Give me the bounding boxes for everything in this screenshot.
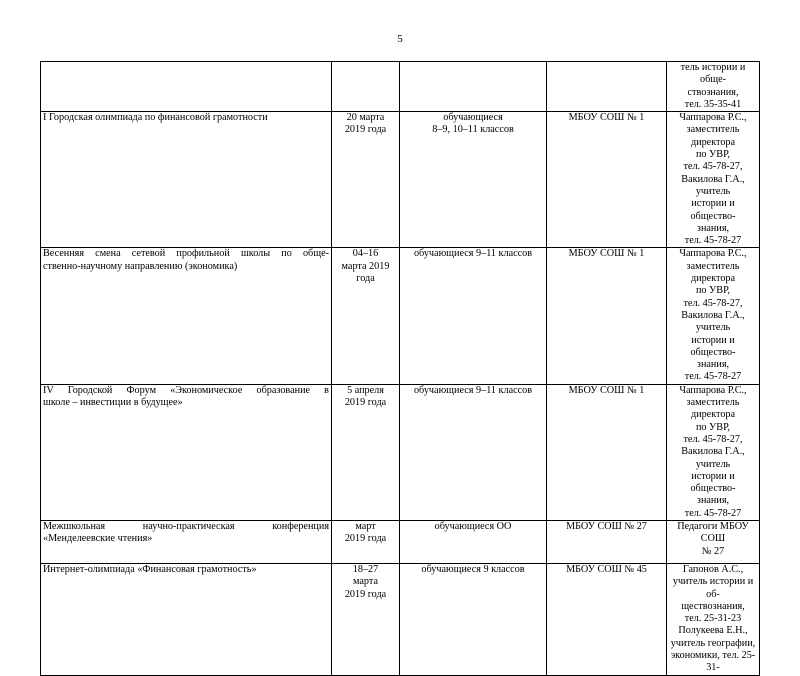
cell-text-line: тел. 25-31-23 [684,613,742,625]
cell-text-line: марта 2019 [341,260,390,272]
cell-text-line: по УВР, [695,421,731,433]
participants-cell [400,384,547,520]
cell-text-line: заместитель директора [686,397,740,421]
cell-text-line: обучающиеся [443,112,503,124]
cell-text-line: ществознания, [681,600,745,612]
cell-text-line: 04–16 [352,248,379,260]
cell-text-line: Вакилова Г.А., учитель [681,309,745,334]
cell-text-line: тел. 45-78-27, [683,297,743,309]
responsible-cell [667,563,760,675]
event-name-cell [41,248,332,384]
cell-text-line: 2019 года [344,588,387,600]
cell-text-line: знания, [696,359,730,371]
cell-text-line: 2019 года [344,533,387,545]
cell-text-line: истории и общество- [690,334,736,358]
table-row [41,384,760,520]
cell-text-line: тел. 45-78-27 [684,371,742,383]
venue-cell [547,62,667,112]
cell-text-line: тел. 45-78-27 [684,507,742,519]
cell-text-line: тел. 45-78-27 [684,235,742,247]
responsible-cell [667,520,760,563]
table-row [41,563,760,675]
cell-text-line: обучающиеся 9 классов [421,563,525,575]
event-date-cell [332,563,400,675]
table-row [41,248,760,384]
venue-cell [547,563,667,675]
cell-text-line: 2019 года [344,397,387,409]
cell-text-line: марта [353,576,378,588]
cell-text-line: № 27 [701,545,725,557]
cell-text-line: МБОУ СОШ № 27 [566,520,647,532]
event-date-cell [332,248,400,384]
cell-text-line: IV Городской Форум «Экономическое образование в [43,384,329,396]
event-name-cell [41,563,332,675]
cell-text-line: Вакилова Г.А., учитель [681,173,745,197]
participants-cell [400,62,547,112]
cell-text-line: март [355,520,376,532]
cell-text-line: обучающиеся ОО [434,520,512,532]
cell-text-line: школе – инвестиции в будущее» [43,397,183,409]
cell-text-line: Вакилова Г.А., учитель [681,446,745,470]
event-date-cell [332,62,400,112]
cell-text-line: 8–9, 10–11 классов [432,124,514,136]
venue-cell [547,248,667,384]
responsible-cell [667,112,760,248]
cell-text-line: учитель истории и об- [672,576,754,600]
cell-text-line: истории и общество- [690,470,736,495]
event-date-cell [332,520,400,563]
responsible-cell [667,62,760,112]
event-name-cell [41,62,332,112]
event-name-cell [41,520,332,563]
cell-text-line: 20 марта [346,112,385,124]
cell-text-line: тел. 35-35-41 [684,98,742,110]
cell-text-line: Чаппарова Р.С., [679,112,747,124]
cell-text-line: ственно-научному направлению (экономика) [43,260,238,272]
participants-cell [400,563,547,675]
table-row [41,62,760,112]
cell-text-line: тел. 45-78-27, [683,433,743,445]
participants-cell [400,248,547,384]
cell-text-line: года [356,273,375,285]
cell-text-line: МБОУ СОШ № 1 [568,248,645,260]
cell-text-line: ствознания, [687,86,739,98]
cell-text-line: экономики, тел. 25-31- [670,650,756,674]
cell-text-line: знания, [696,495,730,507]
participants-cell [400,112,547,248]
events-table [40,61,760,676]
event-date-cell [332,112,400,248]
cell-text-line: Педагоги МБОУ СОШ [677,520,749,545]
cell-text-line: по УВР, [695,149,731,161]
cell-text-line: МБОУ СОШ № 1 [568,384,645,396]
responsible-cell [667,248,760,384]
cell-text-line: знания, [696,222,730,234]
cell-text-line: Чаппарова Р.С., [679,384,747,396]
cell-text-line: I Городская олимпиада по финансовой грамотности [43,112,268,124]
cell-text-line: Гапонов А.С., [682,563,744,575]
cell-text-line: МБОУ СОШ № 1 [568,112,645,124]
responsible-cell [667,384,760,520]
cell-text-line: Интернет-олимпиада «Финансовая грамотность» [43,563,257,575]
cell-text-line: учитель географии, [670,637,756,649]
event-date-cell [332,384,400,520]
cell-text-line: заместитель директора [686,260,740,285]
venue-cell [547,384,667,520]
cell-text-line: 5 апреля [347,384,384,396]
cell-text-line: «Менделеевские чтения» [43,533,153,545]
cell-text-line: тел. 45-78-27, [683,161,743,173]
event-name-cell [41,384,332,520]
cell-text-line: Полукеева Е.Н., [678,625,748,637]
cell-text-line: Весенняя смена сетевой профильной школы по обще- [43,248,329,260]
page-number: 5 [397,33,403,45]
cell-text-line: Чаппарова Р.С., [679,248,747,260]
table-row [41,112,760,248]
cell-text-line: 18–27 [352,563,379,575]
cell-text-line: обучающиеся 9–11 классов [413,248,533,260]
cell-text-line: истории и общество- [690,198,736,222]
cell-text-line: по УВР, [695,285,731,297]
venue-cell [547,520,667,563]
participants-cell [400,520,547,563]
cell-text-line: МБОУ СОШ № 45 [566,563,647,575]
venue-cell [547,112,667,248]
event-name-cell [41,112,332,248]
cell-text-line: тель истории и обще- [680,62,746,86]
cell-text-line: Межшкольная научно-практическая конференция [43,520,329,532]
cell-text-line: заместитель директора [686,124,740,148]
cell-text-line: обучающиеся 9–11 классов [413,384,533,396]
table-row [41,520,760,563]
cell-text-line: 2019 года [344,124,387,136]
